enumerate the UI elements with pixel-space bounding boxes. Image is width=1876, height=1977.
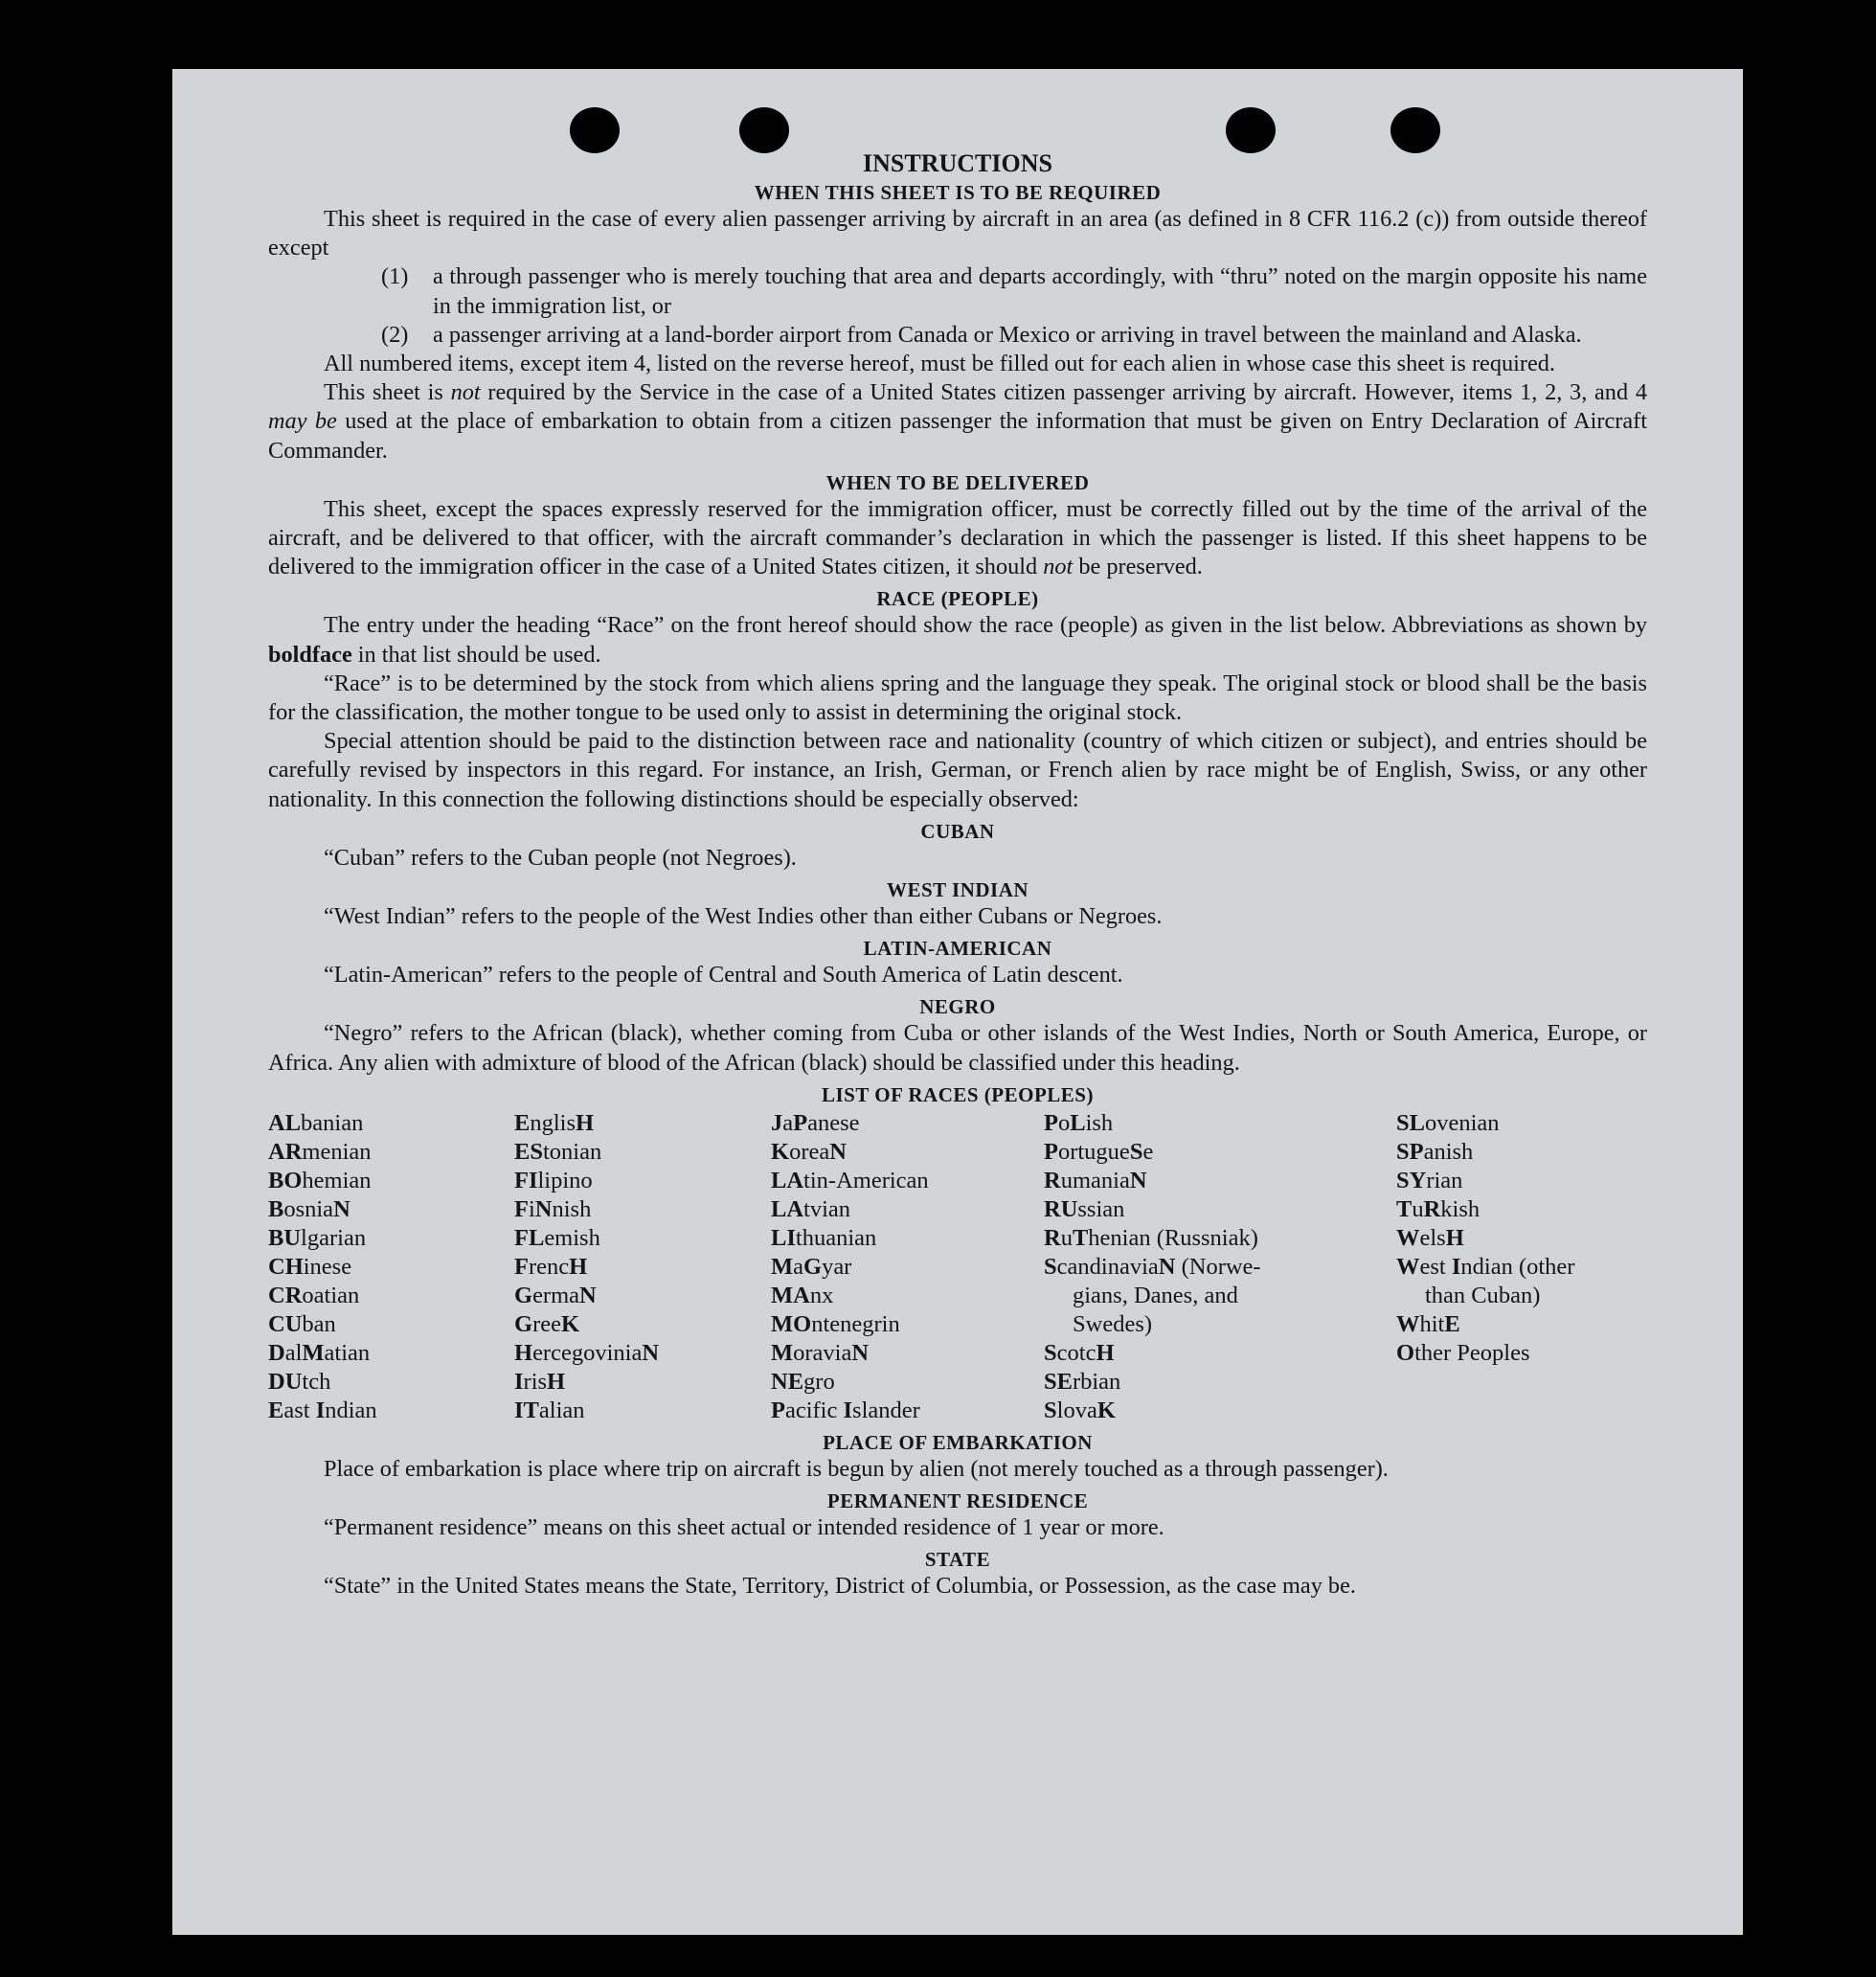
race-entry: SLovenian [1396, 1109, 1500, 1136]
punch-hole [1390, 107, 1440, 153]
paragraph [268, 495, 1647, 582]
race-column [771, 1109, 1044, 1425]
punch-hole [570, 107, 620, 153]
text-run: This sheet is [324, 379, 451, 406]
paragraph: “Latin-American” refers to the people of Central and South America of Latin descent. [324, 962, 1123, 988]
race-entry: MaGyar [771, 1253, 852, 1280]
punch-hole [1226, 107, 1276, 153]
race-column [1396, 1109, 1647, 1425]
paragraph: “Negro” refers to the African (black), whether coming from Cuba or other islands of the West Indies, North or South America, Europe, or Africa. Any alien with admixture of blood of the African (black) should be classified under this heading. [268, 1020, 1647, 1076]
race-entry: ALbanian [268, 1109, 364, 1136]
race-entry: FiNnish [514, 1195, 592, 1222]
race-entry: TuRkish [1396, 1195, 1480, 1222]
paragraph: “Race” is to be determined by the stock from which aliens spring and the language they speak. The original stock or blood shall be the basis for the classification, the mother tongue to be used only to assist in determining the original stock. [268, 670, 1647, 726]
instructions-content [268, 148, 1647, 1601]
race-entry: JaPanese [771, 1109, 860, 1136]
race-entry: GreeK [514, 1310, 580, 1337]
race-entry: Pacific Islander [771, 1397, 920, 1423]
race-entry: RuThenian (Russniak) [1044, 1224, 1258, 1251]
text-run: in that list should be used. [351, 641, 601, 668]
text-run: required by the Service in the case of a United States citizen passenger arriving by aircraft. However, items 1, 2, 3, and 4 [480, 379, 1648, 406]
race-column [1044, 1109, 1396, 1425]
race-entry: LAtvian [771, 1195, 851, 1222]
item-text: a through passenger who is merely touching that area and departs accordingly, with “thru” noted on the margin opposite his name in the immigration list, or [433, 263, 1647, 319]
section-heading-latin-american: LATIN-AMERICAN [863, 937, 1052, 961]
list-item [381, 321, 1647, 350]
text-run: The entry under the heading “Race” on the front hereof should show the race (people) as given in the list below. Abbreviations as shown by [324, 612, 1647, 639]
race-entry: MOntenegrin [771, 1310, 900, 1337]
race-entry: RUssian [1044, 1195, 1125, 1222]
race-entry: SYrian [1396, 1167, 1463, 1193]
race-entry: EStonian [514, 1138, 602, 1165]
text-run: be preserved. [1073, 554, 1203, 580]
race-entry: gians, Danes, and [1073, 1282, 1238, 1308]
race-entry: BUlgarian [268, 1224, 367, 1251]
section-heading-embarkation: PLACE OF EMBARKATION [823, 1430, 1093, 1454]
section-heading-list-of-races: LIST OF RACES (PEOPLES) [822, 1082, 1094, 1106]
list-item [381, 262, 1647, 320]
item-number: (1) [381, 263, 409, 290]
section-heading-residence: PERMANENT RESIDENCE [826, 1489, 1089, 1513]
race-entry: SErbian [1044, 1368, 1121, 1395]
bold-text: boldface [268, 641, 352, 668]
race-entry: DUtch [268, 1368, 331, 1395]
race-entry: West Indian (other [1396, 1253, 1575, 1280]
race-entry: GermaN [514, 1282, 597, 1308]
race-entry: SPanish [1396, 1138, 1474, 1165]
race-entry: DalMatian [268, 1339, 371, 1366]
paragraph: “Permanent residence” means on this sheet actual or intended residence of 1 year or more. [324, 1514, 1164, 1541]
race-entry: NEgro [771, 1368, 835, 1395]
race-entry: ARmenian [268, 1138, 372, 1165]
paragraph: “State” in the United States means the State, Territory, District of Columbia, or Possession, as the case may be. [324, 1573, 1356, 1600]
document-page [172, 69, 1743, 1935]
section-heading-required: WHEN THIS SHEET IS TO BE REQUIRED [754, 181, 1162, 204]
race-entry: MAnx [771, 1282, 834, 1308]
race-entry: PoLish [1044, 1109, 1114, 1136]
paragraph: All numbered items, except item 4, listed on the reverse hereof, must be filled out for each alien in whose case this sheet is required. [324, 351, 1555, 377]
race-entry: FIlipino [514, 1167, 593, 1193]
race-entry: ScotcH [1044, 1339, 1115, 1366]
page-title: INSTRUCTIONS [863, 149, 1052, 177]
race-entry: CHinese [268, 1253, 352, 1280]
section-heading-negro: NEGRO [919, 995, 996, 1019]
race-entry: WelsH [1396, 1224, 1464, 1251]
race-column [268, 1109, 514, 1425]
section-heading-delivered: WHEN TO BE DELIVERED [825, 470, 1090, 494]
race-entry: WhitE [1396, 1310, 1460, 1337]
race-entry: East Indian [268, 1397, 377, 1423]
race-entry: LAtin-American [771, 1167, 929, 1193]
race-entry: EnglisH [514, 1109, 595, 1136]
race-entry: ITalian [514, 1397, 585, 1423]
race-entry: BosniaN [268, 1195, 350, 1222]
race-entry: CUban [268, 1310, 336, 1337]
race-entry: FLemish [514, 1224, 600, 1251]
item-number: (2) [381, 321, 409, 348]
race-entry: HercegoviniaN [514, 1339, 660, 1366]
text-run: used at the place of embarkation to obtain from a citizen passenger the information that must be given on Entry Declaration of Aircraft Commander. [268, 408, 1647, 464]
race-entry: MoraviaN [771, 1339, 870, 1366]
race-entry: SlovaK [1044, 1397, 1116, 1423]
race-entry: LIthuanian [771, 1224, 877, 1251]
race-column [514, 1109, 771, 1425]
paragraph [268, 378, 1647, 466]
emphasis: may be [268, 408, 337, 435]
race-entry: BOhemian [268, 1167, 372, 1193]
section-heading-race: RACE (PEOPLE) [876, 587, 1039, 611]
race-entry: FrencH [514, 1253, 588, 1280]
section-heading-state: STATE [924, 1548, 991, 1572]
punch-hole [739, 107, 789, 153]
race-entry: CRoatian [268, 1282, 360, 1308]
race-entry: Other Peoples [1396, 1339, 1530, 1366]
paragraph: “West Indian” refers to the people of the West Indies other than either Cubans or Negroes. [324, 903, 1163, 930]
section-heading-cuban: CUBAN [920, 819, 995, 843]
emphasis: not [1043, 554, 1074, 580]
text-run: This sheet, except the spaces expressly reserved for the immigration officer, must be correctly filled out by the time of the arrival of the aircraft, and be delivered to that officer, with the aircraft commander’s declaration in which the passenger is listed. If this sheet happens to be delivered to the immigration officer in the case of a United States citizen, it should [268, 495, 1647, 580]
race-entry: ScandinaviaN (Norwe- [1044, 1253, 1261, 1280]
item-text: a passenger arriving at a land-border airport from Canada or Mexico or arriving in travel between the mainland and Alaska. [433, 321, 1582, 348]
paragraph: “Cuban” refers to the Cuban people (not Negroes). [324, 844, 797, 871]
paragraph: Place of embarkation is place where trip on aircraft is begun by alien (not merely touched as a through passenger). [324, 1455, 1389, 1482]
section-heading-west-indian: WEST INDIAN [886, 878, 1029, 902]
race-list [268, 1109, 1647, 1425]
paragraph: Special attention should be paid to the distinction between race and nationality (country of which citizen or subject), and entries should be carefully revised by inspectors in this regard. For instance, an Irish, German, or French alien by race might be of English, Swiss, or any other nationality. In this connection the following distinctions should be especially observed: [268, 728, 1647, 812]
paragraph [268, 611, 1647, 669]
race-entry: than Cuban) [1425, 1282, 1541, 1308]
race-entry: KoreaN [771, 1138, 847, 1165]
paragraph: This sheet is required in the case of every alien passenger arriving by aircraft in an area (as defined in 8 CFR 116.2 (c)) from outside thereof except [268, 206, 1647, 261]
race-entry: PortugueSe [1044, 1138, 1154, 1165]
race-entry: Swedes) [1073, 1310, 1153, 1337]
race-entry: IrisH [514, 1368, 566, 1395]
race-entry: RumaniaN [1044, 1167, 1147, 1193]
emphasis: not [450, 379, 481, 406]
